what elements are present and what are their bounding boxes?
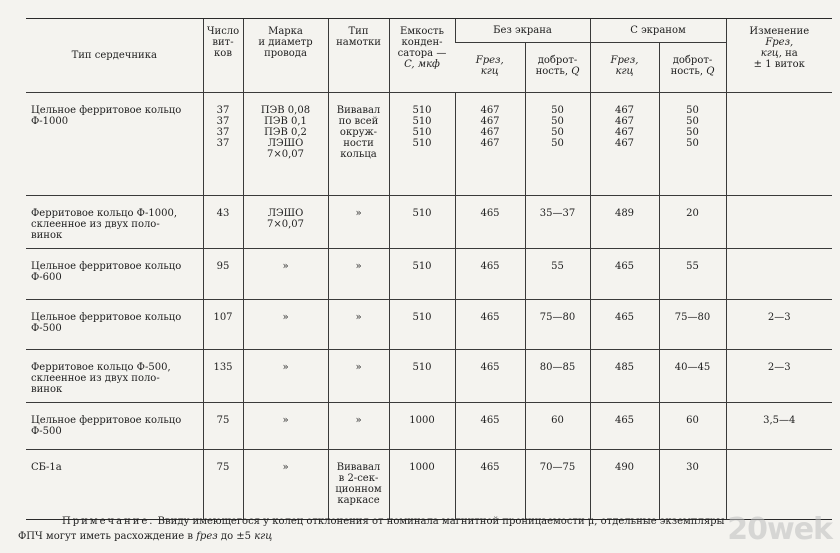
cell-freq-without: 465 bbox=[455, 196, 525, 249]
cell-core-type: СБ-1а bbox=[26, 450, 203, 520]
cell-change bbox=[726, 196, 832, 249]
cell-change: 2—3 bbox=[726, 300, 832, 350]
cell-capacitance: 510 bbox=[389, 300, 455, 350]
cell-core-type: Цельное ферритовое кольцо Ф-600 bbox=[26, 249, 203, 300]
cell-freq-with: 490 bbox=[590, 450, 659, 520]
header-quality-without: доброт- ность, Q bbox=[525, 43, 590, 93]
cell-quality-with: 30 bbox=[659, 450, 726, 520]
cell-quality-without: 50 50 50 50 bbox=[525, 93, 590, 196]
cell-quality-with: 20 bbox=[659, 196, 726, 249]
table-row bbox=[26, 196, 832, 249]
cell-change: 3,5—4 bbox=[726, 403, 832, 450]
footnote-line-1 bbox=[18, 514, 828, 529]
header-freq-without: Fрез, кгц bbox=[455, 43, 525, 93]
cell-wire: » bbox=[243, 450, 328, 520]
cell-turns: 37 37 37 37 bbox=[203, 93, 243, 196]
cell-change: 2—3 bbox=[726, 350, 832, 403]
header-change: Изменение Fрез, кгц, на ± 1 виток bbox=[726, 19, 832, 93]
cell-winding: » bbox=[328, 350, 389, 403]
cell-freq-with: 485 bbox=[590, 350, 659, 403]
header-winding: Тип намотки bbox=[328, 19, 389, 93]
cell-quality-with: 40—45 bbox=[659, 350, 726, 403]
cell-turns: 43 bbox=[203, 196, 243, 249]
header-freq-with: Fрез, кгц bbox=[590, 43, 659, 93]
cell-turns: 95 bbox=[203, 249, 243, 300]
cell-freq-without: 465 bbox=[455, 350, 525, 403]
table-row bbox=[26, 249, 832, 300]
cell-winding: » bbox=[328, 196, 389, 249]
cell-core-type: Цельное ферритовое кольцо Ф-500 bbox=[26, 300, 203, 350]
cell-core-type: Ферритовое кольцо Ф-1000, склеенное из двух поло- винок bbox=[26, 196, 203, 249]
header-capacitance: Емкость конден- сатора — C, мкф bbox=[389, 19, 455, 93]
cell-core-type: Ферритовое кольцо Ф-500, склеенное из двух поло- винок bbox=[26, 350, 203, 403]
cell-winding: » bbox=[328, 300, 389, 350]
cell-quality-with: 55 bbox=[659, 249, 726, 300]
cell-wire: » bbox=[243, 403, 328, 450]
cell-wire: » bbox=[243, 350, 328, 403]
footnote-symbol: fрез bbox=[196, 531, 218, 542]
cell-capacitance: 510 bbox=[389, 249, 455, 300]
cell-freq-without: 465 bbox=[455, 300, 525, 350]
footnote-text-2a: ФПЧ могут иметь расхождение в bbox=[18, 531, 194, 542]
cell-freq-with: 465 bbox=[590, 403, 659, 450]
cell-quality-without: 75—80 bbox=[525, 300, 590, 350]
cell-freq-without: 465 bbox=[455, 403, 525, 450]
cell-change bbox=[726, 249, 832, 300]
cell-quality-with: 75—80 bbox=[659, 300, 726, 350]
cell-change bbox=[726, 93, 832, 196]
cell-quality-with: 50 50 50 50 bbox=[659, 93, 726, 196]
cell-winding: » bbox=[328, 249, 389, 300]
cell-winding: Вивавал в 2-сек- ционном каркасе bbox=[328, 450, 389, 520]
cell-capacitance: 510 bbox=[389, 350, 455, 403]
header-core-type: Тип сердечника bbox=[26, 19, 203, 93]
cell-capacitance: 510 510 510 510 bbox=[389, 93, 455, 196]
cell-winding: Вивавал по всей окруж- ности кольца bbox=[328, 93, 389, 196]
header-with-screen: С экраном bbox=[590, 19, 726, 43]
cell-wire: » bbox=[243, 300, 328, 350]
header-turns: Число вит- ков bbox=[203, 19, 243, 93]
data-table bbox=[26, 18, 832, 520]
cell-quality-with: 60 bbox=[659, 403, 726, 450]
watermark-logo: 20wek bbox=[727, 512, 832, 547]
cell-quality-without: 35—37 bbox=[525, 196, 590, 249]
cell-turns: 135 bbox=[203, 350, 243, 403]
cell-quality-without: 70—75 bbox=[525, 450, 590, 520]
cell-freq-without: 465 bbox=[455, 249, 525, 300]
table-row bbox=[26, 93, 832, 196]
header-without-screen: Без экрана bbox=[455, 19, 590, 43]
table-row bbox=[26, 450, 832, 520]
cell-freq-with: 465 bbox=[590, 249, 659, 300]
cell-turns: 107 bbox=[203, 300, 243, 350]
cell-capacitance: 1000 bbox=[389, 450, 455, 520]
cell-change bbox=[726, 450, 832, 520]
cell-core-type: Цельное ферритовое кольцо Ф-500 bbox=[26, 403, 203, 450]
header-quality-with: доброт- ность, Q bbox=[659, 43, 726, 93]
footnote-line-2 bbox=[18, 529, 828, 544]
footnote-text-2b: до ±5 bbox=[220, 531, 252, 542]
cell-freq-without: 467 467 467 467 bbox=[455, 93, 525, 196]
footnote-unit: кгц bbox=[254, 531, 273, 542]
footnote-text-1: Ввиду имеющегося у колец отклонения от номинала магнитной проницаемости μ, отдельные экземпляры bbox=[157, 516, 725, 527]
footnote bbox=[18, 514, 828, 544]
cell-wire: » bbox=[243, 249, 328, 300]
cell-winding: » bbox=[328, 403, 389, 450]
cell-quality-without: 60 bbox=[525, 403, 590, 450]
table-row bbox=[26, 300, 832, 350]
cell-freq-with: 489 bbox=[590, 196, 659, 249]
cell-freq-without: 465 bbox=[455, 450, 525, 520]
cell-quality-without: 55 bbox=[525, 249, 590, 300]
cell-freq-with: 465 bbox=[590, 300, 659, 350]
cell-capacitance: 1000 bbox=[389, 403, 455, 450]
cell-turns: 75 bbox=[203, 403, 243, 450]
cell-capacitance: 510 bbox=[389, 196, 455, 249]
header-wire: Марка и диаметр провода bbox=[243, 19, 328, 93]
cell-quality-without: 80—85 bbox=[525, 350, 590, 403]
cell-wire: ПЭВ 0,08 ПЭВ 0,1 ПЭВ 0,2 ЛЭШО 7×0,07 bbox=[243, 93, 328, 196]
cell-core-type: Цельное ферритовое кольцо Ф-1000 bbox=[26, 93, 203, 196]
cell-turns: 75 bbox=[203, 450, 243, 520]
cell-wire: ЛЭШО 7×0,07 bbox=[243, 196, 328, 249]
footnote-label: Примечание. bbox=[62, 516, 155, 527]
cell-freq-with: 467 467 467 467 bbox=[590, 93, 659, 196]
table-row bbox=[26, 403, 832, 450]
table-row bbox=[26, 350, 832, 403]
